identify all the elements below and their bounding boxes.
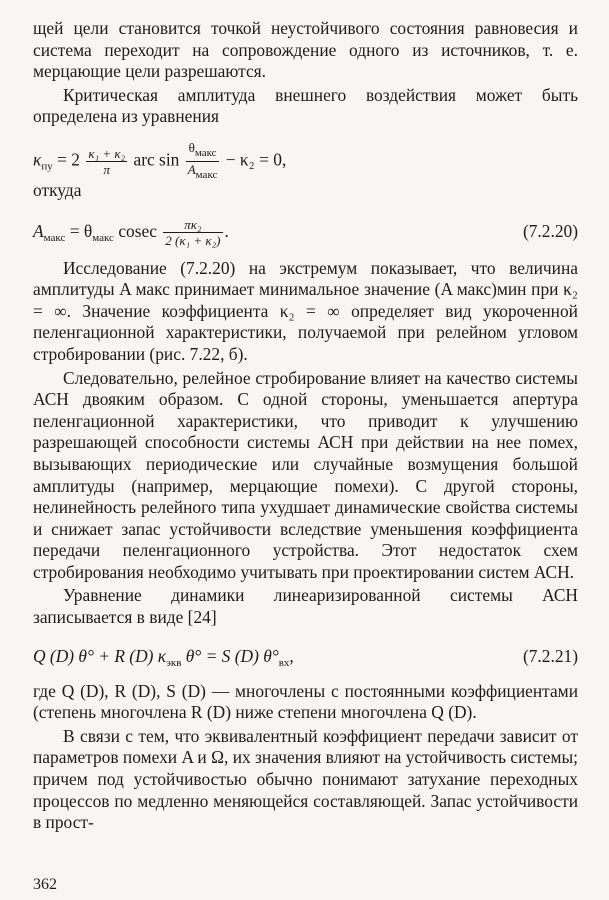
eq1-frac2-num: θ [188,139,195,155]
paragraph-6: Уравнение динамики линеаризированной системы АСН записывается в виде [24] [33,585,578,628]
eq1-lhs: κ [33,149,42,170]
eq1-rest: − κ₂ = 0, [225,149,287,170]
eq2-mid-sub: макс [92,231,114,244]
eq2-lhs-sub: макс [43,231,66,244]
page-number: 362 [33,876,57,893]
equation-number-7-2-21: (7.2.21) [522,645,578,666]
eq3-mid: θ° = S (D) θ° [181,645,279,666]
eq1-fraction-1 [86,146,127,177]
paragraph-5: Следовательно, релейное стробирование влияет на качество системы АСН двояким образом. С одной стороны, уменьшается апертура пеленгационной характеристики, что приводит к улучшению разрешающей способности системы АСН при действии на нее помех, вызывающих периодические или случайные возмущения большой амплитуды (например, мерцающие помехи). С другой стороны, нелинейность релейного типа ухудшает динамические свойства системы и снижает запас устойчивости вследствие уменьшения коэффициента передачи пеленгационного устройства. Этот недостаток схем стробирования необходимо учитывать при проектировании систем АСН. [33,367,578,582]
equation-7-2-21 [33,639,578,673]
paragraph-4: Исследование (7.2.20) на экстремум показывает, что величина амплитуды A макс принимает минимальное значение (A макс)мин при κ₂ = ∞. Значение коэффициента κ₂ = ∞ определяет вид укороченной пеленгационной характеристики, получаемой при релейном угловом стробировании (рис. 7.22, б). [33,257,578,364]
eq2-fraction [163,217,222,248]
eq2-tail: . [224,220,229,241]
eq2-mid: = θ [69,220,93,241]
eq1-frac2-num-sub: макс [194,146,217,159]
book-page [33,18,578,834]
eq1-lhs-sub: пу [41,160,53,173]
eq2-func: cosec [118,220,157,241]
eq1-frac2-den: A [187,161,196,177]
eq1-frac1-num: κ₁ + κ₂ [88,145,126,161]
eq1-frac1-den: π [86,161,127,177]
eq3-sub1: экв [166,656,182,669]
paragraph-1: щей цели становится точкой неустойчивого состояния равновесия и система переходит на сопровождение одного из источников, т. е. мерцающие цели разрешаются. [33,18,578,82]
eq1-func: arc sin [133,149,180,170]
eq2-frac-den: 2 (κ₁ + κ₂) [165,233,221,249]
eq3-body: Q (D) θ° + R (D) κ [33,645,167,666]
eq3-sub2: вх [278,656,290,669]
paragraph-7: где Q (D), R (D), S (D) — многочлены с постоянными коэффициентами (степень многочлена R (D) ниже степени многочлена Q (D). [33,680,578,723]
paragraph-3: откуда [33,179,82,200]
equation-7-2-20 [33,214,578,248]
paragraph-2: Критическая амплитуда внешнего воздействия может быть определена из уравнения [33,84,578,127]
eq1-frac2-den-sub: макс [195,168,218,181]
equation-number-7-2-20: (7.2.20) [522,220,578,241]
paragraph-8: В связи с тем, что эквивалентный коэффициент передачи зависит от параметров помехи A и Ω, их значения влияют на устойчивость системы; причем под устойчивостью обычно понимают затухание переходных процессов по медленно меняющейся составляющей. Запас устойчивости в прост- [33,725,578,833]
eq1-fraction-2 [186,140,220,183]
eq2-frac-num: πκ₂ [184,217,202,233]
eq3-tail: , [289,645,294,666]
equation-critical-amplitude [33,139,578,181]
eq2-lhs: A [33,220,44,241]
eq1-coef: = 2 [57,149,80,170]
